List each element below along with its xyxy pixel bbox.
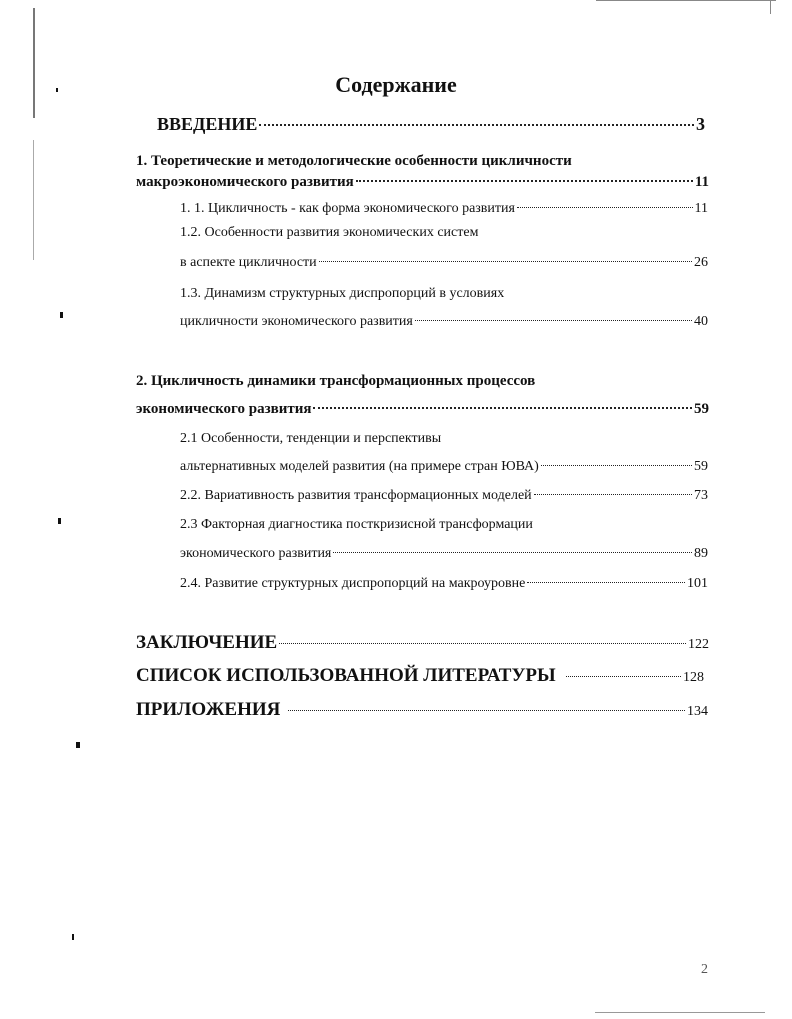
section-page: 59: [694, 459, 708, 474]
chapter2-title-line2: [136, 401, 709, 418]
section-2-1-line1: 2.1 Особенности, тенденции и перспективы: [180, 431, 442, 446]
conclusion-label: ЗАКЛЮЧЕНИЕ: [136, 632, 278, 653]
section-label: экономического развития: [180, 546, 332, 561]
leader-dots: [333, 552, 692, 553]
section-2-2: [180, 488, 708, 504]
leader-dots: [566, 676, 681, 677]
leader-dots: [541, 465, 692, 466]
section-page: 73: [694, 488, 708, 503]
appendices-label: ПРИЛОЖЕНИЯ: [136, 699, 281, 720]
section-1-2-line1: 1.2. Особенности развития экономических систем: [180, 225, 479, 240]
punch-mark: [76, 742, 80, 748]
leader-dots: [313, 407, 692, 409]
chapter2-label: экономического развития: [136, 401, 312, 417]
toc-conclusion: [136, 632, 709, 654]
punch-mark: [58, 518, 61, 524]
section-1-1: [180, 201, 708, 217]
section-label: 1. 1. Цикличность - как форма экономического развития: [180, 201, 515, 216]
leader-dots: [517, 207, 693, 208]
section-page: 40: [694, 314, 708, 329]
leader-dots: [319, 261, 692, 262]
section-label: цикличности экономического развития: [180, 314, 413, 329]
section-label: в аспекте цикличности: [180, 255, 317, 270]
toc-appendices: [136, 699, 708, 721]
scan-corner-mark: [770, 0, 771, 14]
toc-references: [136, 665, 704, 687]
chapter1-title-line1: 1. Теоретические и методологические особенности цикличности: [136, 153, 572, 169]
leader-dots: [415, 320, 692, 321]
punch-mark: [72, 934, 74, 940]
toc-intro-label: ВВЕДЕНИЕ: [157, 114, 258, 134]
section-page: 11: [694, 201, 708, 216]
chapter1-page: 11: [694, 174, 709, 190]
leader-dots: [356, 180, 693, 182]
conclusion-page: 122: [688, 637, 709, 652]
leader-dots: [527, 582, 685, 583]
appendices-page: 134: [687, 704, 708, 719]
references-label: СПИСОК ИСПОЛЬЗОВАННОЙ ЛИТЕРАТУРЫ: [136, 665, 556, 686]
section-1-3-line1: 1.3. Динамизм структурных диспропорций в условиях: [180, 286, 505, 301]
chapter1-title-line2: [136, 174, 709, 191]
section-2-4: [180, 576, 708, 592]
page-title: Содержание: [335, 72, 457, 97]
page-number: 2: [701, 962, 708, 977]
references-page: 128: [683, 670, 704, 685]
chapter2-title-line1: 2. Цикличность динамики трансформационных процессов: [136, 373, 536, 389]
section-2-3: [180, 546, 708, 562]
toc-intro: [157, 114, 705, 135]
section-1-3: [180, 314, 708, 330]
section-2-3-line1: 2.3 Факторная диагностика посткризисной трансформации: [180, 517, 533, 532]
section-label: альтернативных моделей развития (на примере стран ЮВА): [180, 459, 539, 474]
scan-edge-line: [33, 8, 35, 118]
section-page: 26: [694, 255, 708, 270]
section-1-2: [180, 255, 708, 271]
section-2-1: [180, 459, 708, 475]
section-page: 89: [694, 546, 708, 561]
leader-dots: [259, 124, 694, 126]
chapter2-page: 59: [694, 401, 709, 417]
section-page: 101: [687, 576, 708, 591]
toc-intro-page: 3: [696, 114, 705, 134]
scan-edge-line: [33, 140, 34, 260]
leader-dots: [279, 643, 686, 644]
section-label: 2.2. Вариативность развития трансформационных моделей: [180, 488, 532, 503]
leader-dots: [288, 710, 685, 711]
scan-top-line: [596, 0, 776, 1]
scan-bottom-line: [595, 1012, 765, 1013]
punch-mark: [60, 312, 63, 318]
chapter1-label: макроэкономического развития: [136, 174, 354, 190]
section-label: 2.4. Развитие структурных диспропорций на макроуровне: [180, 576, 526, 591]
leader-dots: [534, 494, 692, 495]
